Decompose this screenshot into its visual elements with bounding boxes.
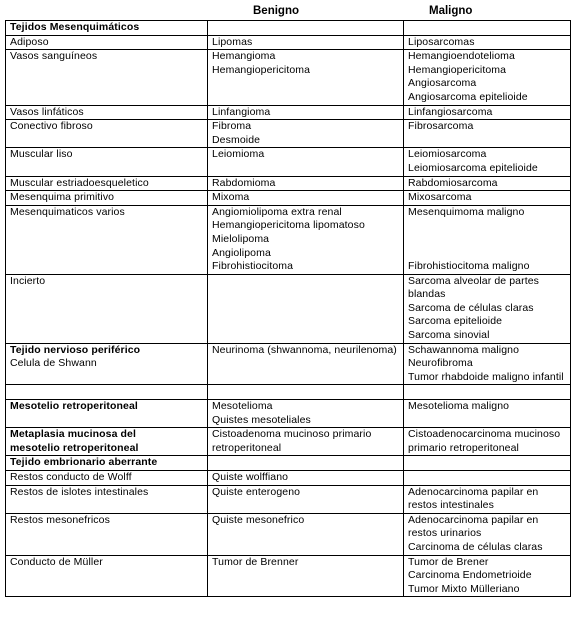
table-row xyxy=(6,35,571,50)
table-row xyxy=(6,105,571,120)
benign-cell: Hemangioma Hemangiopericitoma xyxy=(208,50,404,105)
tissue-cell: Mesenquimaticos varios xyxy=(6,205,208,274)
malignant-cell: Adenocarcinoma papilar en restos urinarios Carcinoma de células claras xyxy=(404,513,571,555)
tissue-cell: Vasos sanguíneos xyxy=(6,50,208,105)
benign-cell: Lipomas xyxy=(208,35,404,50)
tissue-cell: Restos mesonefricos xyxy=(6,513,208,555)
column-header-benigno: Benigno xyxy=(253,5,299,17)
malignant-cell: Mesotelioma maligno xyxy=(404,400,571,428)
section-row xyxy=(6,21,571,36)
section-label: Metaplasia mucinosa del mesotelio retroperitoneal xyxy=(6,428,208,456)
benign-cell: Mesotelioma Quistes mesoteliales xyxy=(208,400,404,428)
table-row xyxy=(6,555,571,597)
malignant-cell: Mixosarcoma xyxy=(404,191,571,206)
spacer-row xyxy=(6,385,571,400)
section-row xyxy=(6,456,571,471)
malignant-cell: Leiomiosarcoma Leiomiosarcoma epitelioide xyxy=(404,148,571,176)
section-label: Tejidos Mesenquimáticos xyxy=(6,21,208,36)
section-label: Tejido nervioso periférico xyxy=(10,343,141,356)
benign-cell: Quiste enterogeno xyxy=(208,485,404,513)
table-row xyxy=(6,148,571,176)
benign-cell xyxy=(208,274,404,343)
tissue-cell: Conectivo fibroso xyxy=(6,120,208,148)
tissue-cell: Restos de islotes intestinales xyxy=(6,485,208,513)
malignant-cell: Cistoadenocarcinoma mucinoso primario retroperitoneal xyxy=(404,428,571,456)
benign-cell: Quiste mesonefrico xyxy=(208,513,404,555)
table-row xyxy=(6,274,571,343)
tissue-cell: Tejido nervioso periférico Celula de Shwann xyxy=(6,343,208,385)
tissue-cell: Muscular estriadoesqueletico xyxy=(6,176,208,191)
tissue-cell: Mesenquima primitivo xyxy=(6,191,208,206)
benign-cell: Quiste wolffiano xyxy=(208,471,404,486)
malignant-cell: Tumor de Brener Carcinoma Endometrioide Tumor Mixto Mülleriano xyxy=(404,555,571,597)
tissue-cell: Restos conducto de Wolff xyxy=(6,471,208,486)
tumor-classification-table xyxy=(5,20,571,597)
column-header-maligno: Maligno xyxy=(429,5,473,17)
malignant-cell: Mesenquimoma maligno Fibrohistiocitoma maligno xyxy=(404,205,571,274)
table-row xyxy=(6,50,571,105)
malignant-cell: Liposarcomas xyxy=(404,35,571,50)
malignant-cell: Adenocarcinoma papilar en restos intestinales xyxy=(404,485,571,513)
malignant-cell: Sarcoma alveolar de partes blandas Sarcoma de células claras Sarcoma epitelioide Sarcoma sinovial xyxy=(404,274,571,343)
benign-cell: Mixoma xyxy=(208,191,404,206)
benign-cell: Linfangioma xyxy=(208,105,404,120)
section-label: Tejido embrionario aberrante xyxy=(6,456,208,471)
tissue-cell: Adiposo xyxy=(6,35,208,50)
benign-cell: Cistoadenoma mucinoso primario retroperitoneal xyxy=(208,428,404,456)
benign-cell: Rabdomioma xyxy=(208,176,404,191)
table-row xyxy=(6,428,571,456)
tissue-cell: Incierto xyxy=(6,274,208,343)
table-row xyxy=(6,471,571,486)
table-row xyxy=(6,120,571,148)
table-row xyxy=(6,176,571,191)
malignant-cell: Rabdomiosarcoma xyxy=(404,176,571,191)
tissue-cell: Conducto de Müller xyxy=(6,555,208,597)
benign-cell: Tumor de Brenner xyxy=(208,555,404,597)
malignant-cell: Hemangioendotelioma Hemangiopericitoma Angiosarcoma Angiosarcoma epitelioide xyxy=(404,50,571,105)
benign-cell: Leiomioma xyxy=(208,148,404,176)
benign-cell: Neurinoma (shwannoma, neurilenoma) xyxy=(208,343,404,385)
tissue-cell: Vasos linfáticos xyxy=(6,105,208,120)
malignant-cell: Linfangiosarcoma xyxy=(404,105,571,120)
table-row xyxy=(6,485,571,513)
table-row xyxy=(6,191,571,206)
benign-cell: Fibroma Desmoide xyxy=(208,120,404,148)
section-label: Mesotelio retroperitoneal xyxy=(6,400,208,428)
benign-cell: Angiomiolipoma extra renal Hemangiopericitoma lipomatoso Mielolipoma Angiolipoma Fibrohistiocitoma xyxy=(208,205,404,274)
malignant-cell: Fibrosarcoma xyxy=(404,120,571,148)
malignant-cell: Schawannoma maligno Neurofibroma Tumor rhabdoide maligno infantil xyxy=(404,343,571,385)
table-row xyxy=(6,343,571,385)
table-row xyxy=(6,400,571,428)
table-row xyxy=(6,205,571,274)
malignant-cell xyxy=(404,471,571,486)
tissue-cell: Muscular liso xyxy=(6,148,208,176)
table-row xyxy=(6,513,571,555)
